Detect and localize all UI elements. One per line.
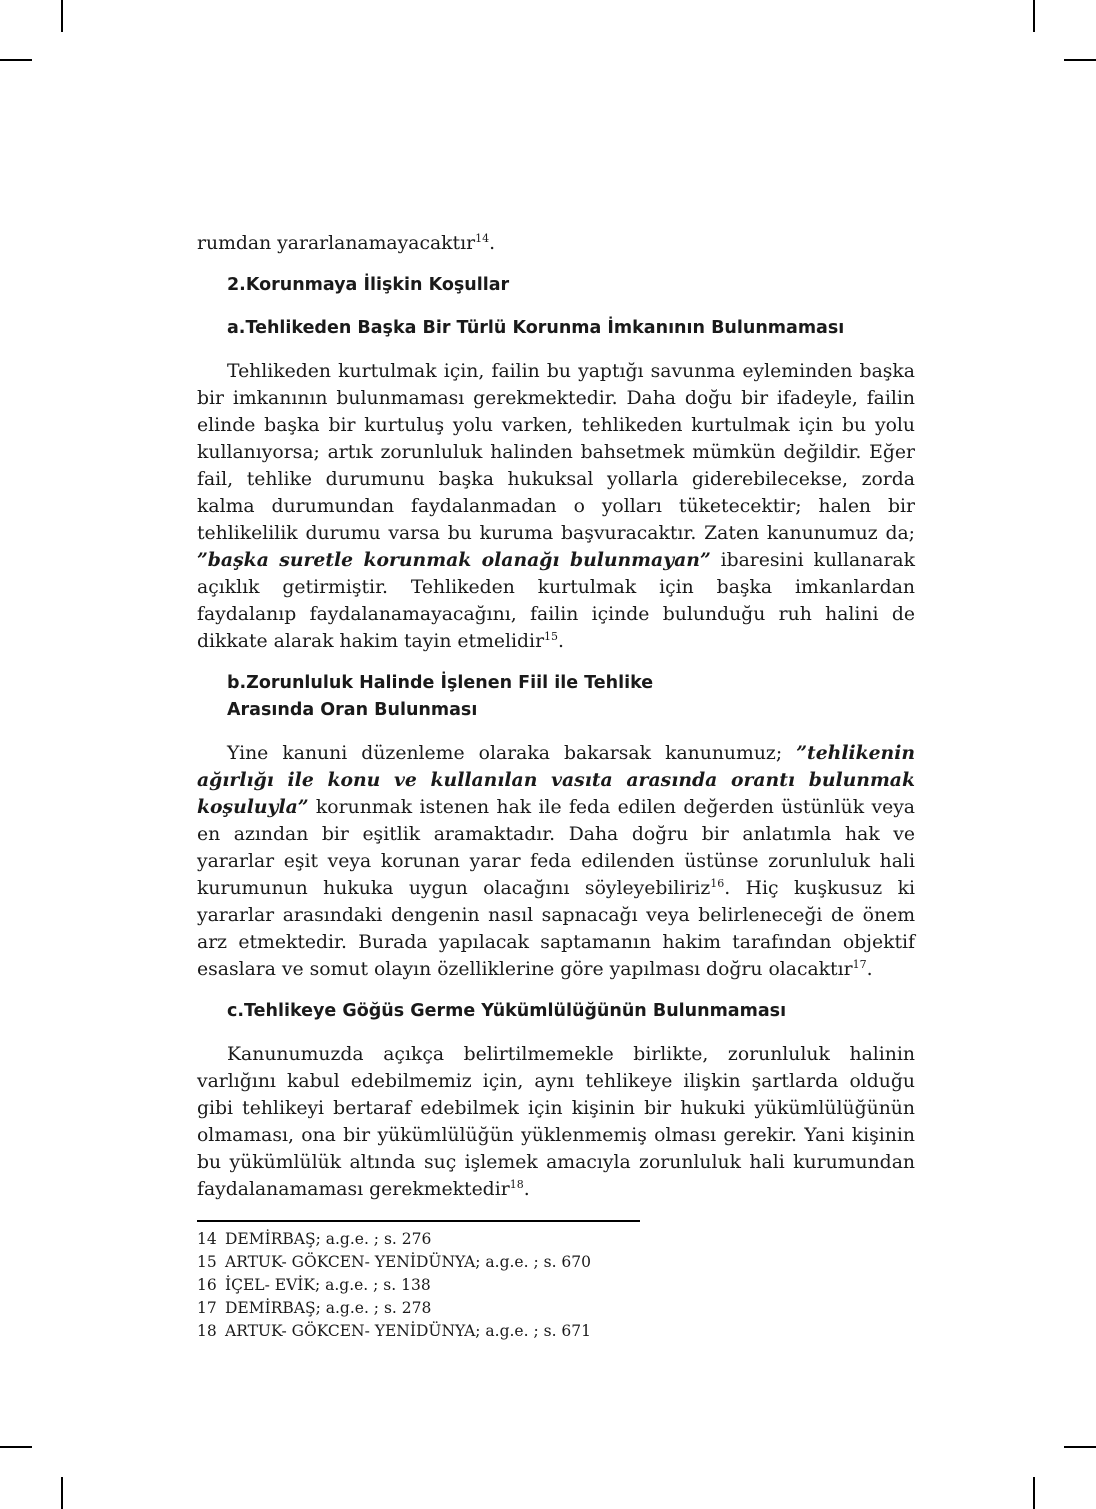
paragraph-a — [197, 358, 915, 655]
paragraph-a-text-2: ibaresini kullanarak açıklık getirmiştir. Tehlikeden kurtulmak için başka imkanlardan faydalanıp faydalanamayacağını, failin içinde bulunduğu ruh halini de dikkate alarak hakim tayin etmelidir — [197, 550, 915, 652]
footnote-15 — [197, 1251, 797, 1274]
paragraph-b-text-3: . Hiç kuşkusuz ki yararlar arasındaki dengenin nasıl sapnacağı veya belirleneceği de önem arz etmektedir. Burada yapılacak saptamanın hakim tarafından objektif esaslara ve somut olayın özelliklerine göre yapılması doğru olacaktır — [197, 878, 915, 980]
footnote-text: ARTUK- GÖKCEN- YENİDÜNYA; a.g.e. ; s. 671 — [225, 1322, 592, 1340]
footnote-ref-17: 17 — [852, 958, 867, 971]
crop-mark-bottom-left-vertical — [61, 1477, 63, 1509]
footnote-number: 16 — [197, 1276, 217, 1294]
section-heading-b: b.Zorunluluk Halinde İşlenen Fiil ile Tehlike Arasında Oran Bulunması — [227, 673, 654, 720]
footnote-text: ARTUK- GÖKCEN- YENİDÜNYA; a.g.e. ; s. 670 — [225, 1253, 592, 1271]
footnote-number: 18 — [197, 1322, 217, 1340]
crop-mark-bottom-right-vertical — [1033, 1477, 1035, 1509]
crop-mark-bottom-right-horizontal — [1064, 1446, 1096, 1448]
footnote-16 — [197, 1274, 797, 1297]
crop-mark-top-left-horizontal — [0, 59, 32, 61]
continuation-text: rumdan yararlanamayacaktır — [197, 233, 476, 254]
footnote-separator — [197, 1220, 640, 1222]
paragraph-b — [197, 740, 915, 983]
paragraph-c-end: . — [523, 1179, 530, 1200]
paragraph-a-emphasis: ”başka suretle korunmak olanağı bulunmayan” — [197, 549, 711, 571]
footnote-number: 15 — [197, 1253, 217, 1271]
paragraph-b-text-1: Yine kanuni düzenleme olaraka bakarsak kanunumuz; — [227, 743, 797, 764]
paragraph-c — [197, 1041, 915, 1203]
footnote-17 — [197, 1297, 797, 1320]
section-heading-a: a.Tehlikeden Başka Bir Türlü Korunma İmkanının Bulunmaması — [227, 318, 845, 338]
footnote-text: DEMİRBAŞ; a.g.e. ; s. 278 — [225, 1299, 432, 1317]
footnote-number: 17 — [197, 1299, 217, 1317]
footnote-ref-14: 14 — [475, 232, 490, 245]
footnote-text: İÇEL- EVİK; a.g.e. ; s. 138 — [225, 1276, 431, 1294]
section-heading-main: 2.Korunmaya İlişkin Koşullar — [227, 275, 510, 295]
footnote-18 — [197, 1320, 797, 1343]
crop-mark-top-right-horizontal — [1064, 59, 1096, 61]
footnotes — [197, 1228, 797, 1343]
paragraph-b-end: . — [866, 959, 873, 980]
crop-mark-top-right-vertical — [1033, 0, 1035, 32]
footnote-number: 14 — [197, 1230, 217, 1248]
page-content — [197, 230, 915, 1203]
crop-mark-top-left-vertical — [61, 0, 63, 32]
paragraph-a-text-1: Tehlikeden kurtulmak için, failin bu yaptığı savunma eyleminden başka bir imkanının bulunmaması gerekmektedir. Daha doğu bir ifadeyle, failin elinde başka bir kurtuluş yolu varken, tehlikeden kurtulmak için bu yolu kullanıyorsa; artık zorunluluk halinden bahsetmek mümkün değildir. Eğer fail, tehlike durumunu başka hukuksal yollarla giderebilecekse, zorda kalma durumundan faydalanmadan o yolları tüketecektir; halen bir tehlikelilik durumu varsa bu kuruma başvuracaktır. Zaten kanunumuz da; — [197, 361, 915, 544]
paragraph-b-emphasis: ”tehlikenin ağırlığı ile konu ve kullanılan vasıta arasında orantı bulunmak koşuluyla” — [197, 742, 915, 818]
paragraph-a-end: . — [558, 631, 565, 652]
section-heading-c: c.Tehlikeye Göğüs Germe Yükümlülüğünün Bulunmaması — [227, 1001, 787, 1021]
footnote-ref-18: 18 — [509, 1178, 524, 1191]
footnote-text: DEMİRBAŞ; a.g.e. ; s. 276 — [225, 1230, 432, 1248]
footnote-14 — [197, 1228, 797, 1251]
continuation-paragraph: rumdan yararlanamayacaktır$^{14}$. — [197, 232, 496, 254]
crop-mark-bottom-left-horizontal — [0, 1446, 32, 1448]
footnote-ref-16: 16 — [710, 877, 725, 890]
paragraph-b-text-2: korunmak istenen hak ile feda edilen değerden üstünlük veya en azından bir eşitlik aramaktadır. Daha doğru bir anlatımla hak ve yararlar eşit veya korunan yarar feda edilenden üstünse zorunluluk hali kurumunun hukuka uygun olacağını söyleyebiliriz — [197, 797, 915, 899]
paragraph-c-text-1: Kanunumuzda açıkça belirtilmemekle birlikte, zorunluluk halinin varlığını kabul edebilmemiz için, aynı tehlikeye ilişkin şartlarda olduğu gibi tehlikeyi bertaraf edebilmek için kişinin bir hukuki yükümlülüğünün olmaması, ona bir yükümlülüğün yüklenmemiş olması gerekir. Yani kişinin bu yükümlülük altında suç işlemek amacıyla zorunluluk hali kurumundan faydalanamaması gerekmektedir — [197, 1044, 915, 1200]
footnote-ref-15: 15 — [544, 630, 559, 643]
